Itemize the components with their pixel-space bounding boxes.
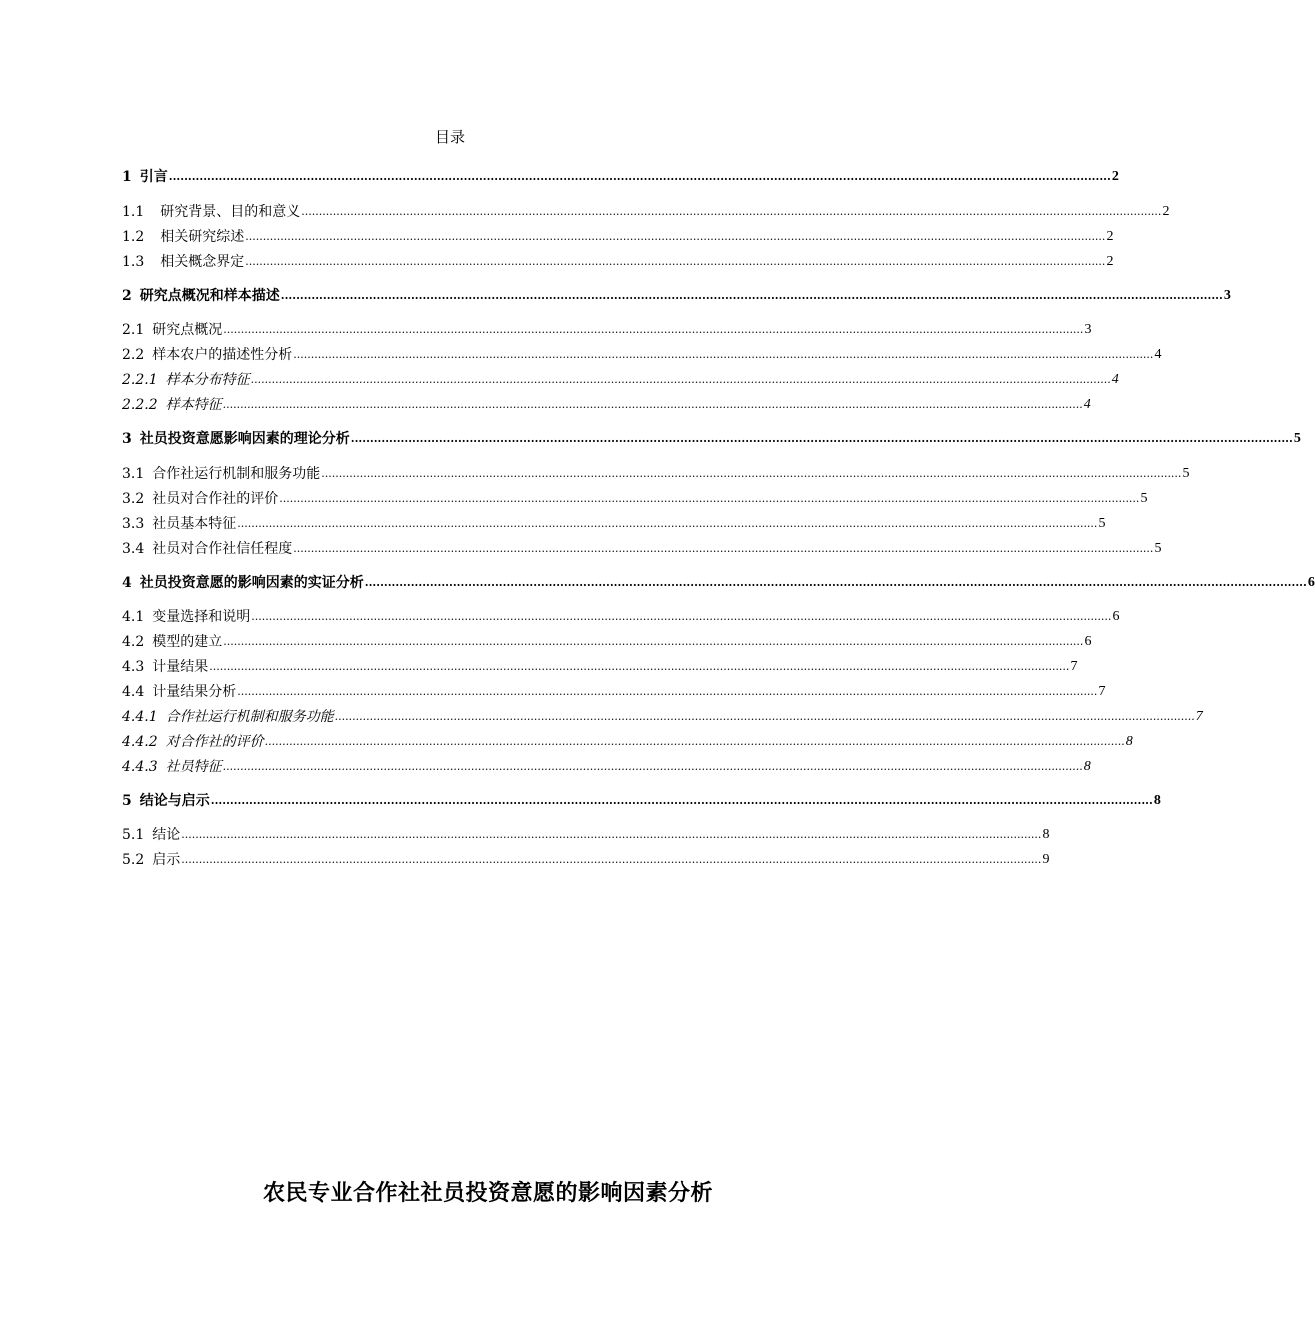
toc-entry-page: 6: [1084, 634, 1092, 649]
toc-leader-dots: ......................................................................................................................................................................................................................................................: [350, 432, 1293, 445]
toc-entry-page: 7: [1070, 659, 1078, 674]
toc-entry-text: 相关概念界定: [160, 254, 245, 270]
toc-entry-number: 4.4.1: [122, 709, 158, 725]
toc-leader-dots: ......................................................................................................................................................................................................................................................: [279, 492, 1140, 505]
toc-leader-dots: ......................................................................................................................................................................................................................................................: [251, 610, 1112, 623]
toc-entry[interactable]: [122, 344, 1162, 364]
toc-entry-text: 样本分布特征: [165, 372, 250, 388]
toc-entry-text: 社员对合作社的评价: [152, 491, 279, 507]
toc-entry-number: 1.3: [122, 254, 145, 270]
toc-leader-dots: ......................................................................................................................................................................................................................................................: [250, 373, 1111, 386]
toc-leader-dots: ......................................................................................................................................................................................................................................................: [237, 517, 1098, 530]
toc-entry-text: 研究点概况: [152, 322, 223, 338]
toc-entry-text: 计量结果: [152, 659, 209, 675]
toc-entry[interactable]: [122, 790, 1161, 810]
toc-entry-page: 4: [1083, 397, 1091, 412]
toc-entry-number: 1: [122, 169, 132, 185]
toc-entry-page: 5: [1098, 516, 1106, 531]
toc-entry-page: 2: [1106, 229, 1114, 244]
toc-entry-page: 6: [1112, 609, 1120, 624]
toc-entry[interactable]: [122, 849, 1050, 869]
toc-leader-dots: ......................................................................................................................................................................................................................................................: [237, 685, 1098, 698]
toc-entry[interactable]: [122, 731, 1133, 751]
toc-entry-number: 3.2: [122, 491, 145, 507]
toc-entry[interactable]: [122, 428, 1301, 448]
toc-leader-dots: ......................................................................................................................................................................................................................................................: [364, 576, 1307, 589]
toc-entry[interactable]: [122, 369, 1119, 389]
toc-leader-dots: ......................................................................................................................................................................................................................................................: [280, 289, 1223, 302]
toc-entry[interactable]: [122, 319, 1092, 339]
toc-entry-text: 社员特征: [165, 759, 222, 775]
toc-entry-number: 4: [122, 575, 132, 591]
toc-entry-number: 4.3: [122, 659, 145, 675]
toc-entry-number: 5: [122, 793, 132, 809]
toc-entry-text: 研究背景、目的和意义: [160, 204, 301, 220]
toc-entry[interactable]: [122, 681, 1106, 701]
toc-entry[interactable]: [122, 201, 1170, 221]
toc-entry[interactable]: [122, 226, 1114, 246]
toc-entry-number: 3: [122, 431, 132, 447]
toc-entry[interactable]: [122, 513, 1106, 533]
toc-leader-dots: ......................................................................................................................................................................................................................................................: [264, 735, 1125, 748]
toc-leader-dots: ......................................................................................................................................................................................................................................................: [210, 794, 1153, 807]
toc-entry[interactable]: [122, 285, 1231, 305]
document-title: 农民专业合作社社员投资意愿的影响因素分析: [262, 1180, 713, 1206]
toc-leader-dots: ......................................................................................................................................................................................................................................................: [222, 398, 1083, 411]
toc-entry[interactable]: [122, 251, 1114, 271]
toc-entry[interactable]: [122, 656, 1078, 676]
toc-entry-number: 2.1: [122, 322, 145, 338]
toc-leader-dots: ......................................................................................................................................................................................................................................................: [223, 323, 1084, 336]
toc-entry-number: 5.1: [122, 827, 145, 843]
toc-entry[interactable]: [122, 394, 1091, 414]
toc-entry-text: 社员投资意愿的影响因素的实证分析: [139, 575, 364, 591]
toc-entry-number: 4.1: [122, 609, 145, 625]
toc-entry-page: 2: [1106, 254, 1114, 269]
toc-entry-page: 5: [1293, 431, 1301, 446]
toc-entry-text: 结论与启示: [139, 793, 210, 809]
toc-entry-number: 1.2: [122, 229, 145, 245]
toc-entry-text: 社员投资意愿影响因素的理论分析: [139, 431, 350, 447]
toc-entry[interactable]: [122, 756, 1091, 776]
toc-entry-number: 4.2: [122, 634, 145, 650]
toc-entry-text: 研究点概况和样本描述: [139, 288, 280, 304]
toc-entry[interactable]: [122, 463, 1190, 483]
toc-entry-page: 5: [1182, 466, 1190, 481]
toc-leader-dots: ......................................................................................................................................................................................................................................................: [181, 853, 1042, 866]
toc-entry-number: 2.2.1: [122, 372, 158, 388]
toc-entry-text: 样本农户的描述性分析: [152, 347, 293, 363]
toc-entry[interactable]: [122, 631, 1092, 651]
toc-leader-dots: ......................................................................................................................................................................................................................................................: [223, 635, 1084, 648]
toc-entry-text: 相关研究综述: [160, 229, 245, 245]
toc-entry-text: 对合作社的评价: [165, 734, 264, 750]
toc-entry-number: 4.4.3: [122, 759, 158, 775]
toc-entry[interactable]: [122, 166, 1119, 186]
toc-entry-page: 7: [1195, 709, 1203, 724]
toc-entry-number: 3.3: [122, 516, 145, 532]
toc-entry-number: 5.2: [122, 852, 145, 868]
toc-entry-number: 2.2.2: [122, 397, 158, 413]
toc-entry-number: 2: [122, 288, 132, 304]
toc-heading: 目录: [434, 128, 465, 146]
toc-entry[interactable]: [122, 824, 1050, 844]
toc-leader-dots: ......................................................................................................................................................................................................................................................: [334, 710, 1195, 723]
toc-entry-number: 4.4: [122, 684, 145, 700]
toc-entry-text: 启示: [152, 852, 181, 868]
toc-leader-dots: ......................................................................................................................................................................................................................................................: [181, 828, 1042, 841]
toc-entry-number: 2.2: [122, 347, 145, 363]
toc-entry[interactable]: [122, 572, 1315, 592]
toc-entry-page: 8: [1083, 759, 1091, 774]
toc-entry-page: 4: [1111, 372, 1119, 387]
toc-entry-page: 8: [1042, 827, 1050, 842]
toc-entry-page: 7: [1098, 684, 1106, 699]
toc-entry-page: 5: [1140, 491, 1148, 506]
toc-leader-dots: ......................................................................................................................................................................................................................................................: [245, 230, 1106, 243]
toc-entry-text: 样本特征: [165, 397, 222, 413]
toc-entry-text: 计量结果分析: [152, 684, 237, 700]
toc-leader-dots: ......................................................................................................................................................................................................................................................: [168, 170, 1111, 183]
toc-entry-page: 3: [1223, 288, 1231, 303]
toc-entry-text: 变量选择和说明: [152, 609, 251, 625]
toc-entry-page: 9: [1042, 852, 1050, 867]
toc-entry[interactable]: [122, 538, 1162, 558]
toc-leader-dots: ......................................................................................................................................................................................................................................................: [209, 660, 1070, 673]
toc-entry-text: 结论: [152, 827, 181, 843]
toc-entry-page: 8: [1153, 793, 1161, 808]
toc-entry-page: 6: [1307, 575, 1315, 590]
toc-entry-page: 2: [1111, 169, 1119, 184]
toc-entry[interactable]: [122, 606, 1120, 626]
toc-entry-text: 合作社运行机制和服务功能: [152, 466, 321, 482]
toc-entry[interactable]: [122, 488, 1148, 508]
toc-leader-dots: ......................................................................................................................................................................................................................................................: [293, 542, 1154, 555]
toc-entry-text: 社员对合作社信任程度: [152, 541, 293, 557]
toc-entry-text: 引言: [139, 169, 168, 185]
toc-entry-text: 合作社运行机制和服务功能: [165, 709, 334, 725]
toc-entry-number: 1.1: [122, 204, 145, 220]
toc-leader-dots: ......................................................................................................................................................................................................................................................: [222, 760, 1083, 773]
toc-entry[interactable]: [122, 706, 1203, 726]
toc-leader-dots: ......................................................................................................................................................................................................................................................: [301, 205, 1162, 218]
toc-leader-dots: ......................................................................................................................................................................................................................................................: [245, 255, 1106, 268]
toc-entry-text: 社员基本特征: [152, 516, 237, 532]
toc-entry-page: 3: [1084, 322, 1092, 337]
toc-entry-page: 2: [1162, 204, 1170, 219]
toc-entry-page: 8: [1125, 734, 1133, 749]
toc-entry-number: 4.4.2: [122, 734, 158, 750]
toc-entry-number: 3.1: [122, 466, 145, 482]
toc-leader-dots: ......................................................................................................................................................................................................................................................: [321, 467, 1182, 480]
toc-entry-page: 4: [1154, 347, 1162, 362]
toc-leader-dots: ......................................................................................................................................................................................................................................................: [293, 348, 1154, 361]
toc-entry-text: 模型的建立: [152, 634, 223, 650]
toc-entry-page: 5: [1154, 541, 1162, 556]
toc-entry-number: 3.4: [122, 541, 145, 557]
